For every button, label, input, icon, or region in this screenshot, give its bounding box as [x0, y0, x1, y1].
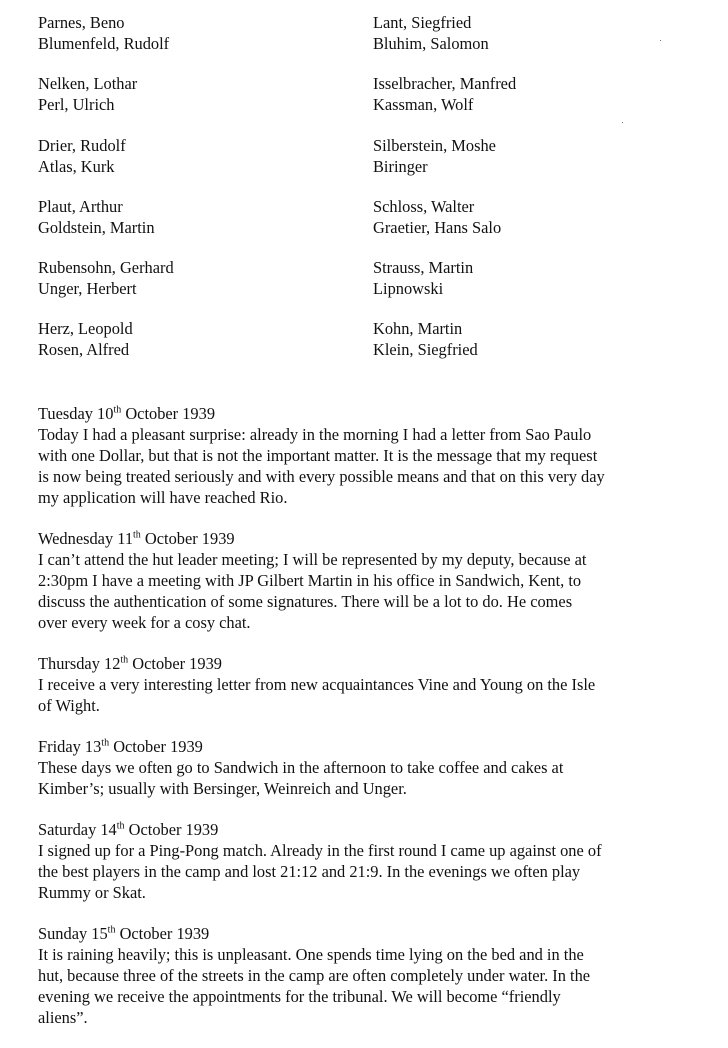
entry-month-year: October 1939 — [113, 737, 203, 756]
diary-entry — [38, 403, 698, 508]
entry-text-line: These days we often go to Sandwich in the afternoon to take coffee and cakes at — [38, 758, 564, 777]
name-right-2: Biringer — [373, 156, 428, 176]
entry-ordinal: th — [116, 820, 125, 832]
entry-date — [38, 653, 698, 674]
diary-entry — [38, 653, 698, 716]
name-right-2: Lipnowski — [373, 279, 444, 299]
entry-date — [38, 528, 698, 549]
diary-entry — [38, 528, 698, 633]
entry-text-line: I signed up for a Ping-Pong match. Already in the first round I came up against one of — [38, 841, 602, 860]
name-pair — [38, 12, 678, 73]
entry-text-line: over every week for a cosy chat. — [38, 613, 251, 632]
entry-ordinal: th — [113, 404, 122, 416]
entry-text-line: with one Dollar, but that is not the important matter. It is the message that my request — [38, 446, 598, 465]
name-pair — [38, 196, 678, 257]
name-left-1: Nelken, Lothar — [38, 74, 138, 94]
entry-date — [38, 403, 698, 424]
name-right-1: Strauss, Martin — [373, 258, 474, 278]
name-right-1: Lant, Siegfried — [373, 13, 472, 32]
name-right-2: Klein, Siegfried — [373, 340, 478, 360]
entry-month-year: October 1939 — [119, 924, 210, 943]
name-pair — [38, 257, 678, 318]
entry-text-line: aliens”. — [38, 1008, 88, 1027]
entry-text-line: discuss the authentication of some signatures. There will be a lot to do. He comes — [38, 592, 573, 611]
entry-month-year: October 1939 — [128, 820, 219, 839]
entry-weekday: Tuesday 10 — [38, 404, 114, 423]
name-pair — [38, 318, 678, 379]
entry-text-line: Kimber’s; usually with Bersinger, Weinreich and Unger. — [38, 779, 407, 798]
name-pair — [38, 135, 678, 196]
name-left-2: Rosen, Alfred — [38, 340, 130, 360]
entry-text-line: hut, because three of the streets in the camp are often completely under water. In the — [38, 966, 591, 985]
name-left-1: Herz, Leopold — [38, 319, 133, 339]
diary-entry — [38, 736, 698, 799]
entry-text-line: It is raining heavily; this is unpleasant. One spends time lying on the bed and in the — [38, 945, 584, 964]
entry-ordinal: th — [120, 654, 129, 666]
name-left-1: Parnes, Beno — [38, 13, 125, 32]
entry-weekday: Sunday 15 — [38, 924, 108, 943]
entry-text-line: is now being treated seriously and with every possible means and that on this very day — [38, 467, 605, 486]
diary-entries — [38, 403, 698, 1048]
entry-text-line: Today I had a pleasant surprise: already in the morning I had a letter from Sao Paulo — [38, 425, 592, 444]
diary-entry — [38, 923, 698, 1028]
name-right-1: Kohn, Martin — [373, 319, 463, 339]
entry-text-line: evening we receive the appointments for the tribunal. We will become “friendly — [38, 987, 561, 1006]
name-left-2: Atlas, Kurk — [38, 156, 115, 176]
entry-month-year: October 1939 — [125, 404, 216, 423]
name-pair — [38, 73, 678, 134]
name-right-2: Kassman, Wolf — [373, 95, 474, 115]
name-left-2: Unger, Herbert — [38, 279, 137, 299]
entry-weekday: Friday 13 — [38, 737, 102, 756]
entry-text-line: my application will have reached Rio. — [38, 488, 288, 507]
entry-date — [38, 923, 698, 944]
entry-weekday: Saturday 14 — [38, 820, 117, 839]
entry-text-line: I can’t attend the hut leader meeting; I will be represented by my deputy, because at — [38, 550, 587, 569]
name-right-2: Bluhim, Salomon — [373, 34, 489, 53]
entry-weekday: Thursday 12 — [38, 654, 121, 673]
entry-ordinal: th — [133, 529, 141, 541]
name-right-1: Isselbracher, Manfred — [373, 74, 517, 94]
entry-weekday: Wednesday 11 — [38, 529, 134, 548]
name-left-1: Plaut, Arthur — [38, 196, 123, 216]
entry-text-line: I receive a very interesting letter from new acquaintances Vine and Young on the Isle — [38, 675, 596, 694]
name-left-1: Rubensohn, Gerhard — [38, 258, 174, 278]
name-left-2: Perl, Ulrich — [38, 95, 115, 115]
name-left-1: Drier, Rudolf — [38, 135, 126, 155]
name-left-2: Goldstein, Martin — [38, 217, 155, 237]
entry-text-line: of Wight. — [38, 696, 100, 715]
name-left-2: Blumenfeld, Rudolf — [38, 34, 170, 53]
name-right-1: Silberstein, Moshe — [373, 135, 496, 155]
entry-ordinal: th — [101, 737, 110, 749]
entry-date — [38, 819, 698, 840]
scan-speck — [622, 122, 623, 123]
name-right-2: Graetier, Hans Salo — [373, 217, 502, 237]
name-right-1: Schloss, Walter — [373, 196, 475, 216]
entry-text-line: Rummy or Skat. — [38, 883, 146, 902]
entry-text-line: the best players in the camp and lost 21:12 and 21:9. In the evenings we often play — [38, 862, 581, 881]
entry-text-line: 2:30pm I have a meeting with JP Gilbert Martin in his office in Sandwich, Kent, to — [38, 571, 582, 590]
diary-entry — [38, 819, 698, 903]
entry-date — [38, 736, 698, 757]
scan-speck — [660, 40, 661, 41]
name-list — [38, 12, 678, 380]
entry-month-year: October 1939 — [144, 529, 235, 548]
entry-ordinal: th — [107, 924, 116, 936]
entry-month-year: October 1939 — [132, 654, 222, 673]
